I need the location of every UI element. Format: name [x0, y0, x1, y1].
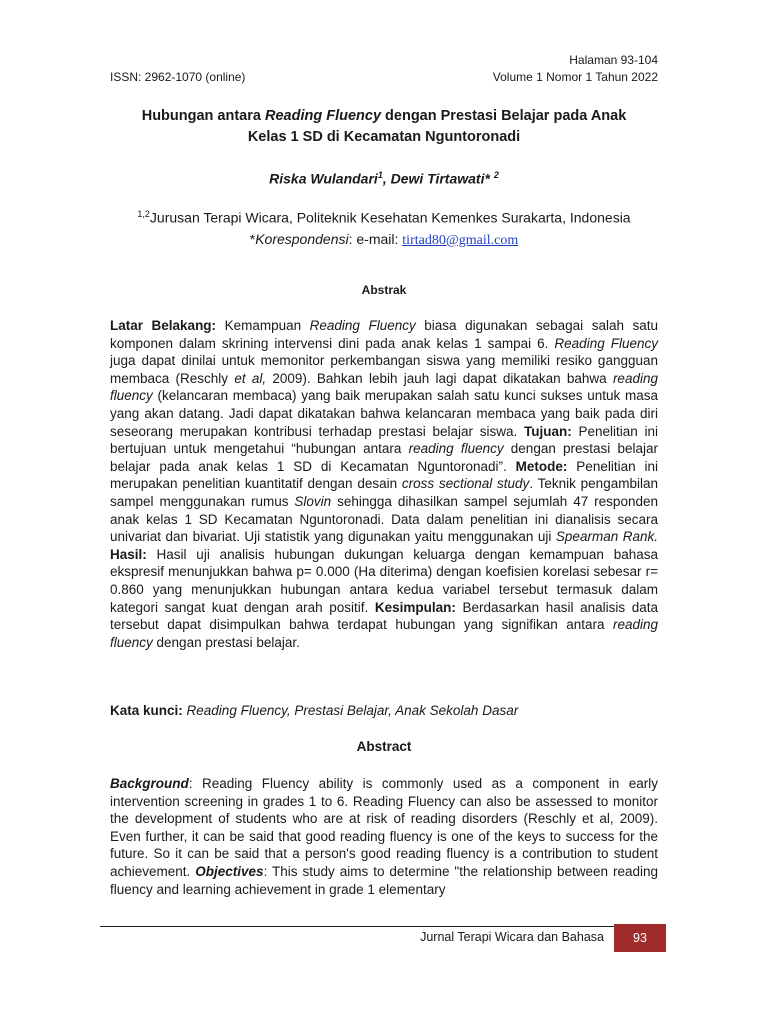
keywords — [110, 703, 658, 718]
text-segment: Kesimpulan: — [374, 599, 456, 615]
corr-rest: : e-mail: — [348, 230, 403, 247]
text-segment: Background — [110, 776, 189, 791]
text-segment: Tujuan: — [524, 423, 572, 439]
text-segment: biasa digunakan sebagai salah satu komponen dalam skrining intervensi dini pada anak kelas 1 sampai 6. — [110, 318, 659, 351]
text-segment: dengan prestasi belajar belajar pada anak kelas 1 SD di Kecamatan Nguntoronadi”. — [110, 441, 658, 474]
keywords-label: Kata kunci: — [110, 703, 183, 718]
text-segment: 2009). Bahkan lebih jauh lagi dapat dikatakan bahwa — [266, 370, 613, 386]
text-segment: Latar Belakang: — [110, 318, 217, 333]
text-segment: Slovin — [294, 493, 332, 509]
text-segment: dengan prestasi belajar. — [152, 634, 300, 650]
email-link[interactable]: tirtad80@gmail.com — [402, 232, 519, 248]
text-segment: Penelitian ini merupakan penelitian kuantitatif dengan desain — [110, 458, 658, 492]
volume-info: Volume 1 Nomor 1 Tahun 2022 — [492, 70, 658, 84]
author-2-affil: 2 — [493, 170, 499, 180]
page-number-badge: 93 — [614, 924, 666, 952]
text-segment: Objectives — [195, 863, 264, 879]
text-segment: Spearman Rank. — [555, 529, 658, 545]
footer-rule — [100, 926, 666, 927]
text-segment: Reading Fluency — [554, 335, 658, 351]
text-segment: Metode: — [515, 458, 568, 474]
title-italic: Reading Fluency — [264, 108, 382, 124]
issn: ISSN: 2962-1070 (online) — [110, 70, 246, 84]
text-segment: reading fluency — [408, 441, 504, 457]
text-segment: : This study aims to determine "the relationship between reading fluency and learning achievement in grade 1 elementary — [110, 863, 658, 897]
corr-star: * — [249, 230, 256, 247]
text-segment: cross sectional study — [401, 476, 530, 492]
keywords-text: Reading Fluency, Prestasi Belajar, Anak Sekolah Dasar — [182, 703, 519, 718]
author-1-affil: 1 — [377, 170, 383, 180]
text-segment: . Teknik pengambilan sampel menggunakan rumus — [110, 476, 658, 509]
abstrak-body — [110, 317, 658, 651]
authors — [100, 165, 668, 189]
author-2: Dewi Tirtawati* — [390, 170, 494, 187]
journal-name: Jurnal Terapi Wicara dan Bahasa — [420, 930, 604, 944]
text-segment: (kelancaran membaca) yang baik merupakan salah satu kunci sukses untuk masa yang akan datang. Jadi dapat dikatakan bahwa kelancaran membaca yang baik pada diri seseorang merupakan kontribusi terhadap prestasi belajar siswa. — [110, 388, 658, 439]
text-segment: Reading Fluency — [309, 318, 416, 333]
page-range: Halaman 93-104 — [569, 53, 658, 67]
author-1: Riska Wulandari — [269, 170, 378, 187]
abstract-body — [110, 775, 658, 898]
title-part2: dengan Prestasi Belajar pada Anak — [381, 108, 627, 124]
text-segment: Berdasarkan hasil analisis data tersebut dapat disimpulkan bahwa terdapat hubungan yang signifikan antara — [110, 599, 658, 633]
title-line2: Kelas 1 SD di Kecamatan Nguntoronadi — [247, 129, 521, 145]
text-segment: et al, — [234, 370, 267, 386]
text-segment: Kemampuan — [216, 318, 310, 333]
text-segment: reading fluency — [110, 617, 658, 650]
title-part1: Hubungan antara — [141, 108, 265, 124]
text-segment: reading fluency — [110, 370, 658, 404]
text-segment: juga dapat dinilai untuk memonitor perkembangan siswa yang memiliki resiko gangguan membaca (Reschly — [110, 353, 658, 386]
abstrak-heading: Abstrak — [361, 283, 407, 297]
text-segment: sehingga dihasilkan sampel sejumlah 47 responden anak kelas 1 SD Kecamatan Nguntoronadi. Data dalam penelitian ini dianalisis secara univariat dan bivariat. Uji statistik yang digunakan yaitu menggunakan uji — [110, 493, 658, 545]
text-segment: : Reading Fluency ability is commonly used as a component in early intervention screening in grades 1 to 6. Reading Fluency can also be assessed to monitor the development of students who are at risk of reading disorders (Reschly et al, 2009). Even further, it can be said that good reading fluency is one of the keys to success for the future. So it can be said that a person's good reading fluency is a contribution to student achievement. — [110, 776, 658, 879]
author-separator: , — [382, 170, 391, 187]
page-range-and-volume — [493, 52, 658, 86]
affiliation-text: Jurusan Terapi Wicara, Politeknik Kesehatan Kemenkes Surakarta, Indonesia — [149, 209, 631, 226]
affiliation-sup: 1,2 — [137, 209, 150, 219]
paper-title — [100, 106, 668, 148]
text-segment: Hasil: — [110, 546, 147, 562]
abstract-heading: Abstract — [356, 739, 412, 754]
corr-label: Korespondensi — [255, 230, 349, 247]
text-segment: Penelitian ini bertujuan untuk mengetahui “hubungan antara — [110, 423, 658, 457]
text-segment: Hasil uji analisis hubungan dukungan keluarga dengan kemampuan bahasa ekspresif menunjukkan bahwa p= 0.000 (Ha diterima) dengan koefisien korelasi sebesar r= 0.860 yang menunjukkan hubungan antara kedua variabel tersebut termasuk dalam kategori sangat kuat dengan arah positif. — [110, 546, 658, 615]
affiliation — [80, 204, 688, 251]
